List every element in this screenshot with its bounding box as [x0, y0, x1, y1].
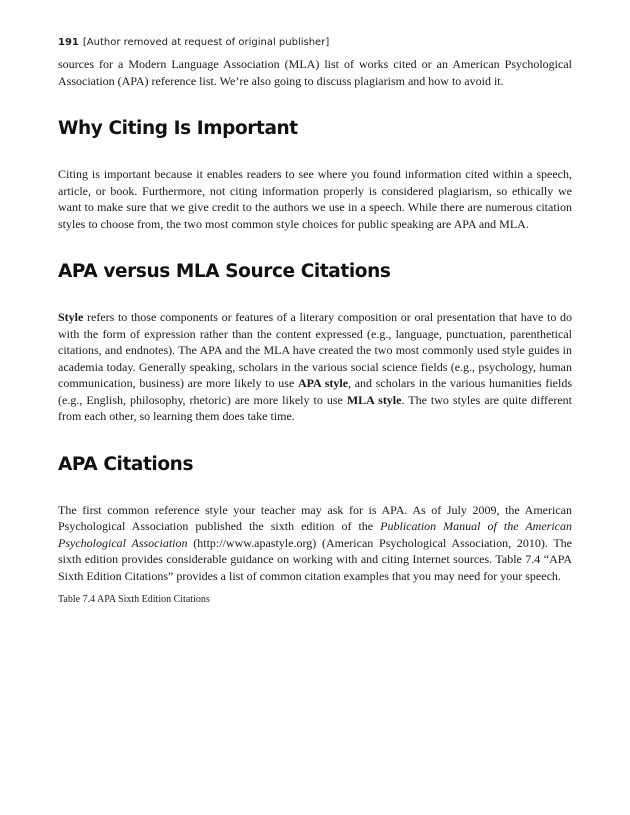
- style-text-2: , and scholars in the various humanities fields (e.g., English, philosophy, rhetoric) are more likely to use: [58, 376, 572, 407]
- book-title: Publication Manual of the American Psychological Association: [58, 519, 572, 550]
- paragraph-style: [58, 309, 572, 425]
- term-style: Style: [58, 310, 84, 324]
- term-apa-style: APA style: [297, 376, 349, 390]
- table-caption: Table 7.4 APA Sixth Edition Citations: [58, 594, 210, 605]
- page-number: 191: [58, 37, 79, 48]
- intro-paragraph: sources for a Modern Language Association (MLA) list of works cited or an American Psychological Association (APA) reference list. We’re also going to discuss plagiarism and how to avoid it.: [58, 57, 572, 88]
- style-text-3: . The two styles are quite different from each other, so learning them does take time.: [58, 392, 572, 423]
- apa-text-2: (http://www.apastyle.org) (American Psychological Association, 2010). The sixth edition provides considerable guidance on working with and citing Internet sources. Table 7.4 “APA Sixth Edition Citations” provides a list of common citation examples that you may need for your speech.: [58, 535, 573, 583]
- paragraph-apa-citations: [58, 502, 572, 585]
- heading-apa-citations: APA Citations: [58, 453, 194, 475]
- apa-text-1: The first common reference style your teacher may ask for is APA. As of July 2009, the American Psychological Association published the sixth edition of the: [58, 502, 572, 533]
- style-text-1: refers to those components or features of a literary composition or oral presentation that have to do with the form of expression rather than the content expressed (e.g., language, punctuation, parenthetical citations, and endnotes). The APA and the MLA have created the two most commonly used style guides in academia today. Generally speaking, scholars in the various social science fields (e.g., psychology, human communication, business) are more likely to use: [58, 310, 572, 390]
- document-page: [58, 36, 572, 607]
- running-head: [58, 36, 572, 50]
- heading-why-citing: Why Citing Is Important: [58, 118, 298, 139]
- heading-apa-vs-mla: APA versus MLA Source Citations: [58, 261, 391, 282]
- term-mla-style: MLA style: [346, 392, 402, 407]
- running-head-text: [Author removed at request of original publisher]: [82, 37, 330, 48]
- paragraph-why-citing: Citing is important because it enables readers to see where you found information cited within a speech, article, or book. Furthermore, not citing information properly is considered plagiarism, so ethically we want to make sure that we give credit to the authors we use in a speech. While there are numerous citation styles to choose from, the two most common style choices for public speaking are APA and MLA.: [58, 167, 572, 231]
